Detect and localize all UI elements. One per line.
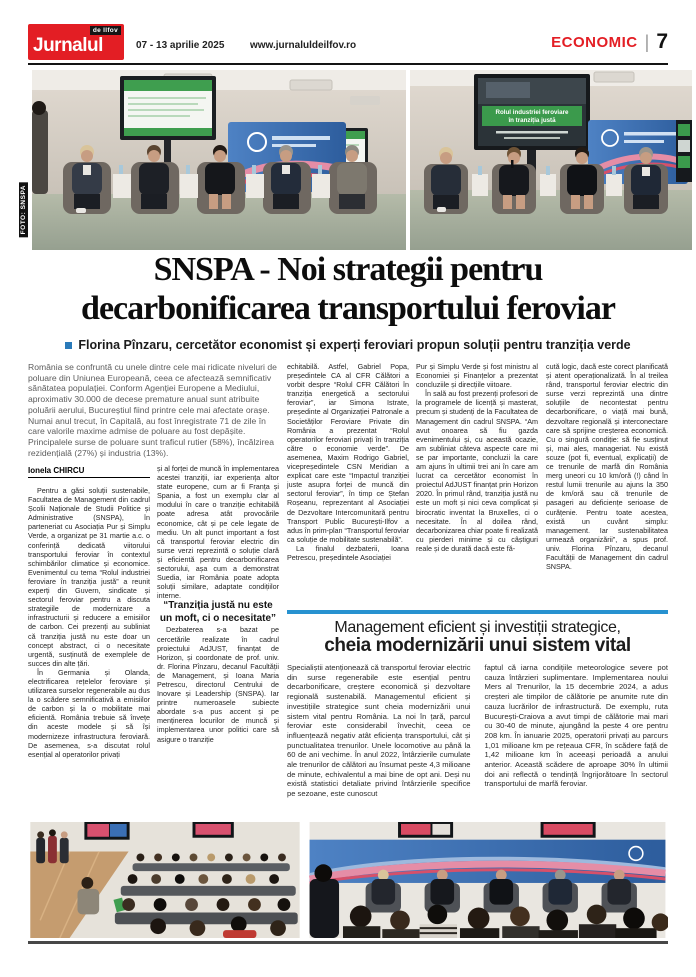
box-column-right: faptul că iarna condițiile meteorologice severe pot cauza întârzieri suplimentare. Implementarea noului Mers al Trenurilor, la 15 decembrie 2024, a adus creșteri ale timpilor de călătorie pe anumite rute din cauza lucrărilor de infrastructură. De exemplu, ruta București-Craiova a avut timpi de călătorie mai mari cu 30-40 de minute, ajungând la peste 4 ore pentru 208 km. În ianuarie 2025, operatorii privați au parcurs 1,01 milioane km pe rețeaua CFR, în scădere față de 1,42 milioane km în aceeași perioadă a anului anterior. Această scădere de aproape 30% în ultimii doi ani reflectă o tendință îngrijorătoare în sectorul transportului de marfă feroviar.: [484, 663, 668, 789]
foreground-person: [32, 110, 48, 194]
chair-row: [121, 886, 296, 896]
banner-text-line: [272, 144, 316, 147]
panelist-body: [548, 879, 572, 905]
standing-person: [60, 838, 69, 864]
bottom-rule: [28, 941, 668, 944]
audience-head: [623, 908, 645, 930]
section-divider: |: [644, 31, 650, 52]
audience-head: [198, 874, 208, 884]
panelist-head: [440, 152, 452, 164]
audience-head: [175, 874, 185, 884]
bottom-photo-strip: [28, 822, 668, 938]
red-sweater: [223, 930, 256, 938]
slide-footer: [124, 128, 212, 136]
screen-content: [544, 824, 593, 835]
audience-head: [190, 853, 198, 861]
panelist-head: [437, 870, 448, 881]
article-column-5: [546, 362, 668, 608]
side-table: [113, 174, 131, 198]
header-rule: [28, 63, 668, 65]
audience-shoulders: [615, 928, 656, 938]
article-column-4: [416, 362, 538, 608]
panelist-head: [508, 152, 520, 164]
audience-head: [278, 898, 291, 911]
ceiling: [32, 70, 406, 90]
audience-head: [248, 898, 261, 911]
panelist-head: [280, 150, 292, 162]
audience-head: [151, 874, 161, 884]
screen-content: [401, 824, 430, 835]
highlight-box-bar: [287, 610, 668, 614]
standing-person: [48, 836, 57, 864]
white-sneaker: [76, 208, 86, 213]
standing-person-head: [49, 829, 56, 836]
panelist-body: [337, 163, 367, 195]
panelist-shirt: [642, 167, 650, 176]
highlight-box-columns: [287, 663, 668, 799]
issue-date: 07 - 13 aprilie 2025: [136, 40, 225, 51]
audience-head: [190, 920, 206, 936]
chair-row: [133, 863, 290, 871]
audience-head: [350, 906, 372, 928]
logo-subtitle: de Ilfov: [90, 26, 121, 35]
panelist-shirt: [83, 165, 91, 175]
paragraph: În Germania și Olanda, electrificarea rețelelor feroviare și utilizarea surselor regenerabile au dus la o scădere semnificativă a emisiilor de carbon și la o mobilitate mai eficientă. România trebuie să învețe din aceste modele și să își modernizeze infrastructura feroviară. De asemenea, s-a discutat rolul esențial al operatorilor privați: [28, 667, 150, 759]
audience-shoulders: [539, 930, 578, 938]
standing-person-head: [37, 831, 44, 838]
panelist-head: [576, 152, 588, 164]
audience-head: [246, 874, 256, 884]
logo-title: Jurnalul: [33, 35, 103, 56]
section-label: ECONOMIC: [551, 33, 638, 51]
panelist-legs: [74, 194, 100, 209]
audience-head: [207, 853, 215, 861]
panelist-body: [431, 165, 461, 196]
panelist-head: [614, 870, 625, 881]
panelist-body: [489, 879, 513, 905]
audience-head: [510, 907, 530, 927]
banner-text-line: [624, 132, 676, 136]
top-photo-strip: [32, 70, 692, 250]
audience-head: [154, 898, 167, 911]
banner-text-line: [272, 136, 330, 140]
article-column-2: [157, 464, 279, 818]
water-bottle: [546, 166, 550, 175]
panelist-legs: [571, 195, 580, 209]
audience-head: [231, 916, 247, 932]
side-table: [540, 174, 556, 196]
panelist-head: [346, 150, 358, 162]
screen-content: [195, 824, 230, 835]
side-screen-thumb: [678, 156, 690, 168]
newspaper-logo: [28, 24, 124, 60]
audience-head: [185, 898, 198, 911]
panelist-shirt: [282, 165, 290, 174]
ceiling-light: [594, 72, 634, 82]
panelist-head: [378, 870, 389, 881]
slide-line: [504, 137, 560, 139]
side-table: [312, 174, 330, 198]
audience-shoulders: [420, 924, 457, 938]
article-subtitle: [28, 338, 668, 352]
audience-head: [243, 853, 251, 861]
photo-panel-right: [410, 70, 692, 250]
panelist-legs: [633, 195, 659, 209]
audience-head: [136, 853, 144, 861]
panelist-head: [214, 150, 226, 162]
panelist-legs: [433, 195, 459, 209]
side-screen-thumb: [678, 140, 690, 152]
foreground-person-head: [314, 864, 332, 882]
water-bottle: [252, 165, 256, 174]
ceiling-vent: [350, 96, 380, 105]
subtitle-bullet-icon: [65, 342, 72, 349]
audience-head: [217, 898, 230, 911]
panelist-body: [567, 165, 597, 196]
audience-head: [270, 920, 286, 936]
panelist-legs: [516, 195, 525, 209]
conference-panel-illustration-right: [410, 70, 692, 250]
panelist-head: [81, 150, 93, 162]
article-column-3: [287, 362, 409, 608]
screen-content: [432, 824, 450, 835]
subtitle-text: Florina Pînzaru, cercetător economist și experți feroviari propun soluții pentru tranziția verde: [78, 338, 631, 352]
slide-line: [496, 131, 568, 134]
photo-audience: [28, 822, 302, 938]
page-number: 7: [656, 30, 668, 53]
paragraph: La finalul dezbaterii, Ioana Petrescu, președintele Asociației: [287, 543, 409, 562]
microphone: [511, 160, 514, 168]
audience-head: [222, 874, 232, 884]
slide-line: [128, 97, 206, 99]
slide-line: [128, 115, 190, 117]
screen-content: [110, 824, 127, 837]
paragraph: Dezbaterea s-a bazat pe cercetările realizate în cadrul proiectului AdJUST, finanțat de Horizon, și coordonate de prof. univ. dr. Florina Pînzaru, decanul Facultății de Management, și Ioana Maria Petrescu, directorul Centrului de Inovare și Leadership (SNSPA). Iar printre numeroasele subiecte abordate s-a pus accent și pe menținerea locurilor de muncă și implementarea unor politici care să asigure o tranziție: [157, 625, 279, 744]
side-table: [408, 893, 422, 911]
highlight-box-title: [287, 619, 668, 656]
audience-head: [172, 853, 180, 861]
paragraph: și al forței de muncă în implementarea acestei tranziții, iar experiența altor state europene, cum ar fi Franța și Spania, a fost un exemplu clar al modului în care o tranziție echitabilă poate adresa atât provocările economice, cât și pe cele legate de mediu. Un alt punct important a fost că transportul feroviar electric din surse verzi reprezintă o soluție clară și eficientă pentru decarbonificarea sectorului, așa cum a demonstrat Suedia, iar România poate adopta soluții similare, adaptate condițiilor interne.: [157, 464, 279, 601]
water-bottle: [119, 165, 123, 174]
photo-panel-wide: [307, 822, 668, 938]
box-title-line1: Management eficient și investiții strategice,: [334, 619, 621, 636]
panelist-body: [607, 879, 631, 905]
slide-title-line2: în tranziția justă: [508, 117, 556, 124]
slide-line: [128, 109, 204, 111]
author-byline: Ionela CHIRCU: [28, 466, 150, 478]
panelist-body: [372, 879, 396, 905]
water-bottle: [318, 165, 322, 174]
side-screen-thumb: [678, 124, 690, 136]
slide-photo-highlight: [486, 82, 530, 98]
panelist-legs: [222, 194, 231, 209]
panelist-legs: [273, 194, 299, 209]
audience-illustration: [28, 822, 302, 938]
screen-content: [87, 824, 109, 837]
article-column-1: [28, 486, 150, 818]
panelist-head: [555, 870, 566, 881]
panelist-legs: [584, 195, 593, 209]
audience-head: [225, 853, 233, 861]
side-table: [526, 893, 540, 911]
banner-text-line: [624, 140, 664, 143]
panel-and-audience-illustration: [307, 822, 668, 938]
standing-person: [36, 838, 45, 864]
conference-panel-illustration-left: [32, 70, 406, 250]
audience-head: [81, 877, 93, 889]
audience-head: [468, 908, 490, 930]
audience-head: [154, 853, 162, 861]
panelist-head: [640, 152, 652, 164]
audience-head: [546, 909, 568, 931]
panelist-body: [139, 163, 169, 195]
panelist-legs: [141, 194, 167, 209]
paragraph: În sală au fost prezenți profesori de la programele de licență și masterat, precum și studenți de la Facultatea de Management din cadrul SNSPA. “Am avut onoarea să fiu gazda evenimentului și, cu această ocazie, am subliniat câteva aspecte care mi se par importante, concluzii la care am ajuns în ultimii trei ani în care am lucrat ca cercetător economist în proiectul AdJUST finanțat prin Horizon 2020. În primul rând, tranziția justă nu este un moft și nici ceva complicat și birocratic inventat la Bruxelles, ci o necesitate. În al doilea rând, decarbonizarea chiar poate fi realizată cu pierderi minime și cu câștiguri reale și de durată dacă este fă-: [416, 389, 538, 553]
paragraph: Pur și Simplu Verde și fost ministru al Economiei și Finanțelor a prezentat concluziile și direcțiile viitoare.: [416, 362, 538, 390]
article-headline: [28, 250, 668, 328]
slide-title-line1: Rolul industriei feroviare: [495, 109, 569, 116]
panelist-head: [148, 150, 160, 162]
audience-head: [150, 918, 166, 934]
headline-line1: SNSPA - Noi strategii pentru: [153, 251, 543, 288]
highlight-box: [287, 610, 668, 799]
paragraph: echitabilă. Astfel, Gabriel Popa, președintele CA al CFR Călători a vorbit despre “Rolul CFR Călători în tranziția energetică a sectorului feroviar”, iar Simona Istrate, președinte al Organizației Patronale a Societăților Feroviare Private din România a prezentat “Rolul operatorilor feroviari privați în tranziția către o economie verde”. De asemenea, Maxim Rodrigo Gabriel, vicepreședintele CSN Meridian a explicat care este “Impactul tranziției juste asupra forței de muncă din sectorul feroviar”, în timp ce Ștefan Roșeanu, reprezentant al Asociației de Dezvoltare Intercomunitară pentru Transport Public București-Ilfov a adus în prim-plan “Transportul feroviar ca soluție de mobilitate sustenabilă”.: [287, 362, 409, 544]
side-table: [606, 174, 622, 196]
audience-shoulders: [343, 926, 380, 938]
water-bottle: [478, 166, 482, 175]
audience-head: [260, 853, 268, 861]
box-column-left: Specialiștii atenționează că transportul feroviar electric din surse regenerabile este esențial pentru decarbonificare, creștere economică și dezvoltare regională sustenabilă. Managementul eficient și investițiile strategice sunt cheia modernizării unui sistem vital pentru România. La noi în țară, parcul feroviar este considerabil învechit, ceea ce influențează negativ atât eficiența transportului, cât și punctualitatea trenurilor. Unele locomotive au până la 60 de ani vechime. În anul 2022, întârzierile cumulate ale trenurilor de călători au însumat peste 4,3 milioane de minute, echivalentul a mai bine de opt ani. Deși nu există statistici detaliate privind întârzierile specifice pe sezoane, este cunoscut: [287, 663, 471, 799]
panelist-body: [499, 165, 529, 196]
section-header: [551, 30, 668, 54]
audience-shoulders: [382, 929, 419, 938]
panelist-legs: [339, 194, 365, 209]
foreground-person: [310, 879, 339, 938]
paragraph: Pentru a găsi soluții sustenabile, Facultatea de Management din cadrul Școlii Naționale de Studii Politice și Administrative (SNSPA), în parteneriat cu Asociația Pur și Simplu Verde, a organizat pe 31 martie a.c. o conferință dedicată viitorului transportului feroviar în contextul schimbărilor climatice și economice. Evenimentul cu tema “Rolul industriei feroviare în tranziția justă” a reunit experți din Guvern, sindicate și sectorul feroviar pentru a discuta strategiile de modernizare a infrastructurii și reducere a emisiilor de carbon. Cei prezenți au subliniat că tranziția justă nu este doar un concept abstract, ci o necesitate urgentă, susținută de exemplele de succes din alte țări.: [28, 486, 150, 668]
audience-head: [587, 905, 607, 925]
audience-head: [122, 898, 135, 911]
panelist-body: [205, 163, 235, 195]
panelist-body: [430, 879, 454, 905]
white-sneaker: [437, 207, 446, 212]
audience-head: [390, 910, 410, 930]
box-title-line2: cheia modernizării unui sistem vital: [324, 635, 631, 656]
side-table: [472, 174, 488, 196]
photo-credit: FOTO: SNSPA: [19, 182, 28, 237]
audience-shoulders: [502, 926, 539, 938]
audience-head: [428, 905, 448, 925]
panelist-head: [496, 870, 507, 881]
website-url: www.jurnaluldeilfov.ro: [250, 40, 357, 51]
audience-shoulders: [460, 928, 499, 938]
audience-body: [78, 889, 100, 915]
side-table: [246, 174, 264, 198]
paragraph: cută logic, dacă este corect planificată și atent operaționalizată. În al treilea rând, transportul feroviar electric din surse verzi reprezintă una dintre soluțiile de necontestat pentru decarbonificare, o viață mai bună, dezvoltare regională și interconectare care să sprijine creșterea economică. Cu o singură condiție: să fie susținut și, mai ales, manageriat. Nu există scuze (pot fi, eventual, explicații) de ce trenurile de marfă din România merg uneori cu 10 km/oră (!) când în restul lumii trenurile au ajuns la 350 de km/oră sau că trenurile de pasageri au deficiențe serioase de curățenie. Pentru toate acestea, există un cuvânt simplu: management. Iar sustenabilitatea urmează organizării”, a spus prof. univ. Florina Pînzaru, decanul Facultății de Management din cadrul SNSPA.: [546, 362, 668, 572]
side-table: [180, 174, 198, 198]
chair-row: [115, 912, 298, 924]
panelist-legs: [209, 194, 218, 209]
slide-header: [124, 80, 212, 91]
foreground-person-head: [32, 101, 46, 115]
water-bottle: [612, 166, 616, 175]
slide-line: [128, 103, 198, 105]
audience-head: [128, 874, 138, 884]
panelist-legs: [503, 195, 512, 209]
headline-line2: decarbonificarea transportului feroviar: [81, 290, 615, 327]
pull-quote: “Tranziția justă nu este un moft, ci o necesitate”: [159, 600, 277, 624]
ceiling-light: [290, 80, 332, 90]
lead-paragraph: România se confruntă cu unele dintre cele mai ridicate niveluri de poluare din Uniunea Europeană, ceea ce afectează semnificativ sănătatea populației. Conform Agenției Europene a Mediului, aproximativ 30.000 de decese premature anual sunt atribuite poluării aerului, Bucureștiul fiind printre cele mai afectate orașe. Numai anul trecut, în Capitală, au fost înregistrate 71 de zile în care valorile maxime admise de poluare au fost depășite. Principalele surse de poluare sunt traficul rutier (58%), încălzirea rezidențială (27%) și industria (13%).: [28, 362, 277, 458]
water-bottle: [186, 165, 190, 174]
standing-person-head: [61, 831, 68, 838]
audience-head: [278, 853, 286, 861]
audience-shoulders: [579, 924, 616, 938]
audience-head: [269, 874, 279, 884]
photo-panel-left: [32, 70, 406, 250]
